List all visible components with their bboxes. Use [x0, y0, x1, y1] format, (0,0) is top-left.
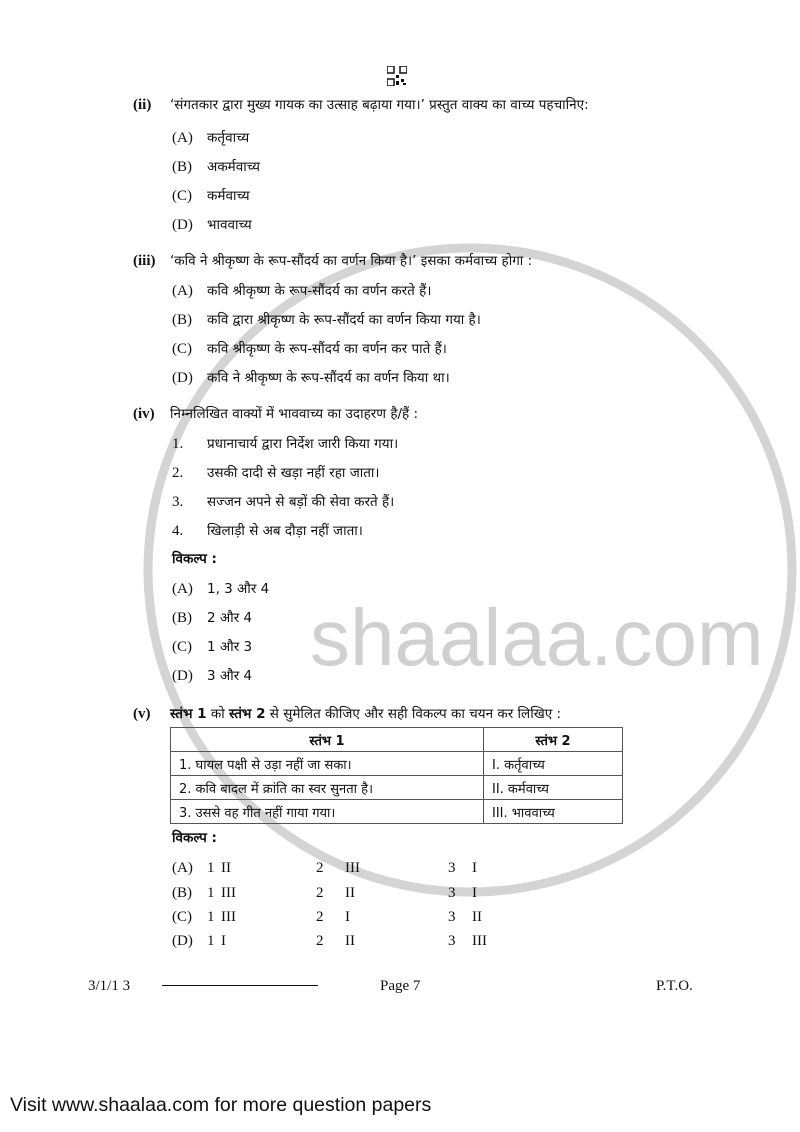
option-pair-value: III: [345, 860, 360, 876]
option-text: कर्तृवाच्य: [207, 130, 250, 146]
table-cell: II. कर्मवाच्य: [484, 776, 623, 800]
option-text: 2 और 4: [207, 610, 253, 626]
option-text: अकर्मवाच्य: [207, 159, 260, 175]
option-label: (B): [172, 312, 192, 328]
column-header: स्तंभ 1: [171, 728, 484, 752]
option-pair-value: I: [472, 885, 477, 901]
question-number: (iii): [133, 253, 156, 269]
option-label: (C): [172, 639, 192, 655]
option-text: 1 और 3: [207, 639, 253, 655]
question-text: [170, 705, 561, 723]
watermark-text: shaalaa.com: [310, 593, 764, 682]
option-pair-value: III: [221, 909, 236, 925]
question-text: निम्नलिखित वाक्यों में भाववाच्य का उदाहरण है/हैं :: [170, 406, 419, 422]
option-pair-value: 2: [316, 933, 324, 949]
option-pair-value: 2: [316, 885, 324, 901]
option-pair-value: I: [345, 909, 350, 925]
option-pair-value: II: [345, 885, 355, 901]
option-pair-value: II: [345, 933, 355, 949]
option-label: (C): [172, 188, 192, 204]
option-pair-value: 1: [207, 909, 215, 925]
bold-term: स्तंभ 1: [170, 706, 207, 722]
item-number: 4.: [172, 523, 184, 539]
table-row: [171, 776, 623, 800]
table-cell: I. कर्तृवाच्य: [484, 752, 623, 776]
option-pair-value: III: [221, 885, 236, 901]
option-label: (D): [172, 370, 193, 386]
option-label: (D): [172, 933, 193, 949]
option-pair-value: I: [472, 860, 477, 876]
question-number: (iv): [133, 406, 155, 422]
table-row: [171, 752, 623, 776]
option-pair-value: 2: [316, 860, 324, 876]
option-label: (D): [172, 668, 193, 684]
option-label: (B): [172, 885, 192, 901]
option-text: कवि श्रीकृष्ण के रूप-सौंदर्य का वर्णन करते हैं।: [207, 283, 432, 299]
option-label: (A): [172, 283, 193, 299]
vikalp-heading: विकल्प :: [172, 830, 217, 846]
option-text: कर्मवाच्य: [207, 188, 250, 204]
question-text: ‘संगतकार द्वारा मुख्य गायक का उत्साह बढ़ाया गया।’ प्रस्तुत वाक्य का वाच्य पहचानिए:: [170, 97, 589, 113]
item-number: 1.: [172, 436, 184, 452]
match-table: [170, 727, 623, 824]
column-header: स्तंभ 2: [484, 728, 623, 752]
option-label: (A): [172, 130, 193, 146]
table-cell: 1. घायल पक्षी से उड़ा नहीं जा सका।: [171, 752, 484, 776]
item-text: प्रधानाचार्य द्वारा निर्देश जारी किया गया।: [207, 436, 399, 452]
option-pair-value: II: [221, 860, 231, 876]
option-label: (A): [172, 581, 193, 597]
table-cell: 3. उससे वह गीत नहीं गाया गया।: [171, 800, 484, 824]
option-label: (C): [172, 909, 192, 925]
option-pair-value: 1: [207, 860, 215, 876]
option-text: 3 और 4: [207, 668, 253, 684]
option-pair-value: 1: [207, 933, 215, 949]
pto-note: P.T.O.: [656, 978, 693, 994]
option-pair-value: 3: [448, 933, 456, 949]
option-label: (A): [172, 860, 193, 876]
option-text: कवि द्वारा श्रीकृष्ण के रूप-सौंदर्य का वर्णन किया गया है।: [207, 312, 481, 328]
option-text: भाववाच्य: [207, 217, 252, 233]
bold-term: स्तंभ 2: [228, 706, 266, 722]
table-row: [171, 800, 623, 824]
divider: [162, 985, 318, 986]
page-number: Page 7: [380, 978, 421, 994]
item-text: सज्जन अपने से बड़ों की सेवा करते हैं।: [207, 494, 395, 510]
option-text: कवि श्रीकृष्ण के रूप-सौंदर्य का वर्णन कर पाते हैं।: [207, 341, 447, 357]
item-text: उसकी दादी से खड़ा नहीं रहा जाता।: [207, 465, 380, 481]
vikalp-heading: विकल्प :: [172, 551, 217, 567]
option-pair-value: I: [221, 933, 226, 949]
option-pair-value: 3: [448, 909, 456, 925]
item-number: 3.: [172, 494, 184, 510]
paper-code: 3/1/1 3: [88, 978, 131, 994]
option-pair-value: II: [472, 909, 482, 925]
option-label: (B): [172, 610, 192, 626]
option-pair-value: III: [472, 933, 487, 949]
text-part: को: [206, 706, 229, 722]
table-cell: 2. कवि बादल में क्रांति का स्वर सुनता है।: [171, 776, 484, 800]
option-pair-value: 3: [448, 860, 456, 876]
qr-code-icon: [387, 66, 407, 86]
option-label: (D): [172, 217, 193, 233]
table-header-row: [171, 728, 623, 752]
option-pair-value: 3: [448, 885, 456, 901]
question-number: (v): [133, 706, 151, 722]
text-part: से सुमेलित कीजिए और सही विकल्प का चयन कर लिखिए :: [265, 706, 562, 722]
option-pair-value: 1: [207, 885, 215, 901]
question-number: (ii): [133, 97, 152, 113]
item-number: 2.: [172, 465, 184, 481]
option-text: कवि ने श्रीकृष्ण के रूप-सौंदर्य का वर्णन किया था।: [207, 370, 450, 386]
table-cell: III. भाववाच्य: [484, 800, 623, 824]
option-label: (B): [172, 159, 192, 175]
visit-link[interactable]: Visit www.shaalaa.com for more question papers: [10, 1094, 432, 1116]
option-label: (C): [172, 341, 192, 357]
option-pair-value: 2: [316, 909, 324, 925]
question-text: ‘कवि ने श्रीकृष्ण के रूप-सौंदर्य का वर्णन किया है।’ इसका कर्मवाच्य होगा :: [170, 253, 533, 269]
option-text: 1, 3 और 4: [207, 581, 270, 597]
item-text: खिलाड़ी से अब दौड़ा नहीं जाता।: [207, 523, 363, 539]
